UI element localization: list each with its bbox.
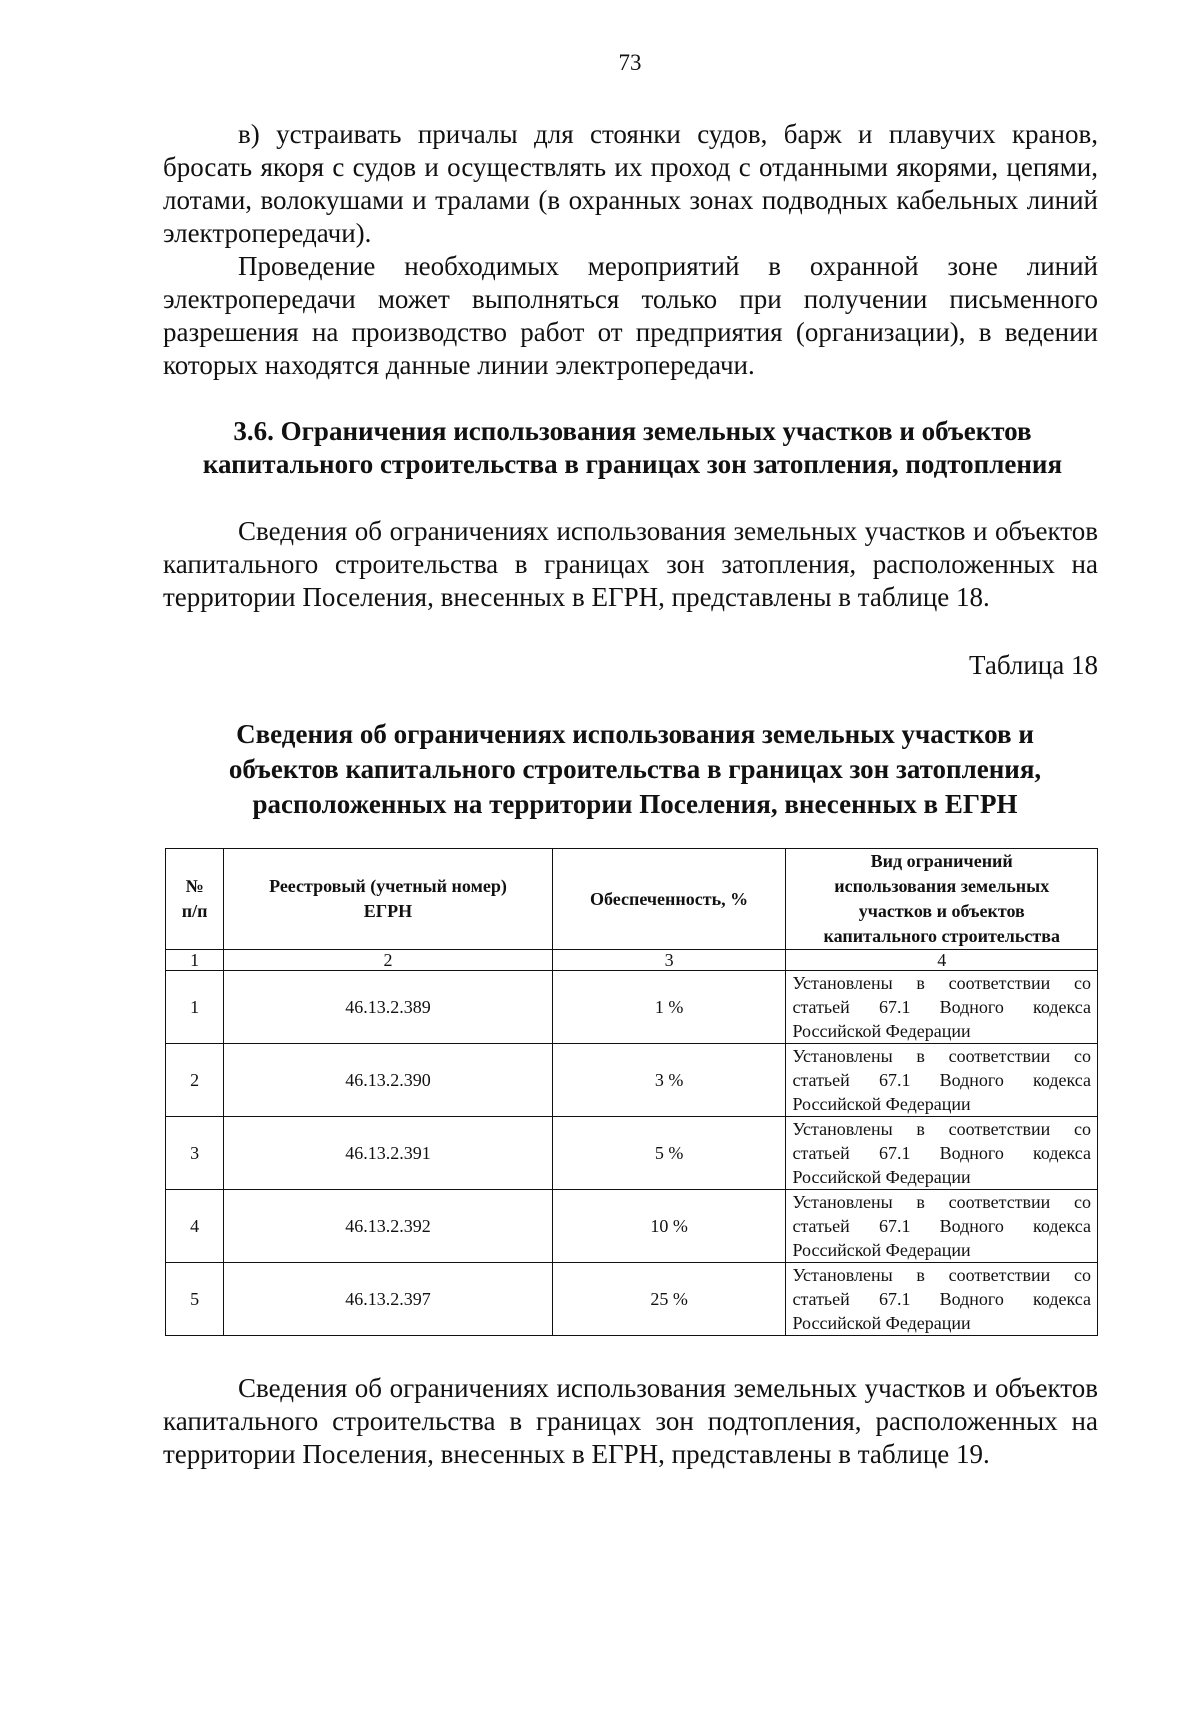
column-number-1: 1 bbox=[166, 950, 224, 971]
row-number: 2 bbox=[166, 1044, 224, 1117]
header-provision: Обеспеченность, % bbox=[552, 849, 786, 950]
table-title-line-3: расположенных на территории Поселения, внесенных в ЕГРН bbox=[252, 789, 1018, 819]
table-header-row bbox=[166, 849, 1098, 950]
row-number: 4 bbox=[166, 1190, 224, 1263]
table-row bbox=[166, 971, 1098, 1044]
column-number-row bbox=[166, 950, 1098, 971]
registry-number: 46.13.2.390 bbox=[224, 1044, 552, 1117]
restriction-type: Установлены в соответствии со статьей 67.1 Водного кодекса Российской Федерации bbox=[786, 1117, 1098, 1190]
header-number-line-1: № bbox=[185, 876, 204, 896]
registry-number: 46.13.2.397 bbox=[224, 1263, 552, 1336]
paragraph-underflooding-zones: Сведения об ограничениях использования земельных участков и объектов капитального строительства в границах зон подтопления, расположенных на территории Поселения, внесенных в ЕГРН, представлены в таблице 19. bbox=[163, 1373, 1098, 1469]
provision-percent: 25 % bbox=[552, 1263, 786, 1336]
header-number-line-2: п/п bbox=[181, 901, 208, 921]
table-row bbox=[166, 1044, 1098, 1117]
page-number: 73 bbox=[618, 50, 642, 75]
section-heading-line-2: капитального строительства в границах зон затопления, подтопления bbox=[202, 449, 1063, 479]
row-number: 3 bbox=[166, 1117, 224, 1190]
restriction-type: Установлены в соответствии со статьей 67.1 Водного кодекса Российской Федерации bbox=[786, 1263, 1098, 1336]
header-type-line-3: участков и объектов bbox=[858, 901, 1025, 921]
provision-percent: 5 % bbox=[552, 1117, 786, 1190]
column-number-3: 3 bbox=[552, 950, 786, 971]
row-number: 5 bbox=[166, 1263, 224, 1336]
paragraph-flood-zones: Сведения об ограничениях использования земельных участков и объектов капитального строительства в границах зон затопления, расположенных на территории Поселения, внесенных в ЕГРН, представлены в таблице 18. bbox=[163, 516, 1098, 612]
restrictions-table bbox=[165, 848, 1098, 1336]
restriction-type: Установлены в соответствии со статьей 67.1 Водного кодекса Российской Федерации bbox=[786, 971, 1098, 1044]
table-title bbox=[150, 717, 1120, 822]
restriction-type: Установлены в соответствии со статьей 67.1 Водного кодекса Российской Федерации bbox=[786, 1190, 1098, 1263]
column-number-2: 2 bbox=[224, 950, 552, 971]
section-heading-line-1: 3.6. Ограничения использования земельных участков и объектов bbox=[233, 416, 1032, 446]
header-type-line-2: использования земельных bbox=[834, 876, 1050, 896]
header-restriction-type bbox=[786, 849, 1098, 950]
header-number bbox=[166, 849, 224, 950]
registry-number: 46.13.2.392 bbox=[224, 1190, 552, 1263]
restriction-type: Установлены в соответствии со статьей 67.1 Водного кодекса Российской Федерации bbox=[786, 1044, 1098, 1117]
column-number-4: 4 bbox=[786, 950, 1098, 971]
table-title-line-1: Сведения об ограничениях использования земельных участков и bbox=[236, 719, 1034, 749]
section-heading bbox=[150, 415, 1115, 481]
header-registry-line-1: Реестровый (учетный номер) bbox=[269, 876, 507, 896]
header-type-line-4: капитального строительства bbox=[823, 926, 1060, 946]
header-type-line-1: Вид ограничений bbox=[870, 851, 1013, 871]
table-row bbox=[166, 1117, 1098, 1190]
registry-number: 46.13.2.391 bbox=[224, 1117, 552, 1190]
paragraph-moorings: в) устраивать причалы для стоянки судов, барж и плавучих кранов, бросать якоря с судов и осуществлять их проход с отданными якорями, цепями, лотами, волокушами и тралами (в охранных зонах подводных кабельных линий электропередачи). bbox=[163, 119, 1098, 248]
provision-percent: 3 % bbox=[552, 1044, 786, 1117]
table-title-line-2: объектов капитального строительства в границах зон затопления, bbox=[228, 754, 1042, 784]
row-number: 1 bbox=[166, 971, 224, 1044]
paragraph-permission: Проведение необходимых мероприятий в охранной зоне линий электропередачи может выполняться только при получении письменного разрешения на производство работ от предприятия (организации), в ведении которых находятся данные линии электропередачи. bbox=[163, 251, 1098, 380]
header-registry-number bbox=[224, 849, 552, 950]
table-label: Таблица 18 bbox=[969, 650, 1098, 680]
table-row bbox=[166, 1190, 1098, 1263]
header-registry-line-2: ЕГРН bbox=[363, 901, 413, 921]
table-row bbox=[166, 1263, 1098, 1336]
provision-percent: 1 % bbox=[552, 971, 786, 1044]
provision-percent: 10 % bbox=[552, 1190, 786, 1263]
registry-number: 46.13.2.389 bbox=[224, 971, 552, 1044]
